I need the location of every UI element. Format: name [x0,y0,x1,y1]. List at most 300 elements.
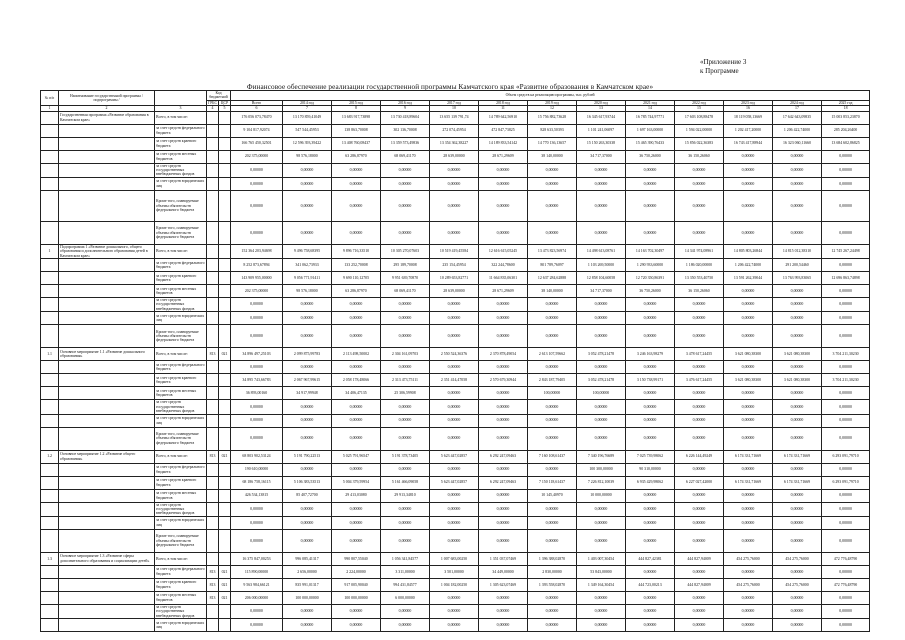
row-number [41,578,59,591]
row-name [59,163,155,177]
row-value: 6 293 091,79710 [822,476,870,489]
row-value: 6 174 331,71669 [724,476,773,489]
row-name [59,190,155,221]
row-number [41,325,59,348]
header-year: 2018 год [479,100,528,105]
row-value: 0,00000 [479,463,528,476]
row-value: 0,00000 [577,414,626,427]
row-value: 0,00000 [332,414,381,427]
table-row [41,244,870,258]
row-value: 2 113 498,50002 [332,348,381,361]
row-source: за счет средств государственных внебюджетных фондов [155,163,207,177]
row-value: 0,00000 [675,400,724,414]
row-value: 190 610,00000 [231,463,283,476]
row-value: 0,00000 [479,489,528,502]
row-value: 10 000,00000 [577,489,626,502]
row-value: 0,00000 [332,529,381,552]
row-value: 0,00000 [675,463,724,476]
row-value: 0,00000 [283,325,332,348]
row-source: за счет средств краевого бюджета [155,476,207,489]
row-value: 9 896 716,33510 [332,244,381,258]
row-value: 0,00000 [773,489,822,502]
row-value: 0,00000 [724,502,773,516]
row-value: 0,00000 [577,361,626,374]
row-value: 1 186 020,00000 [675,259,724,272]
row-name [59,361,155,374]
header-year: 2014 год [283,100,332,105]
row-name [59,285,155,298]
row-cs [219,259,231,272]
column-index: 8 [332,106,381,111]
row-value: 0,00000 [724,163,773,177]
row-grbs: 813 [207,565,219,578]
row-source: за счет средств краевого бюджета [155,578,207,591]
row-value: 36 150,26060 [675,285,724,298]
row-number [41,361,59,374]
row-value: 0,00000 [626,163,675,177]
header-volume: Объем средств на реализацию программы, тыс. рублей [231,91,870,101]
row-value: 0,00000 [822,190,870,221]
row-value: 12 696 863,74898 [822,272,870,285]
column-index: 18 [822,106,870,111]
header-grbs: ГРБС [208,100,217,105]
row-value: 0,00000 [724,529,773,552]
row-value: 0,00000 [430,177,479,190]
row-value: 0,00000 [479,400,528,414]
table-row [41,578,870,591]
row-value: 0,00000 [675,529,724,552]
row-source: Кроме того, планируемые объемы обязательств федерального бюджета [155,427,207,450]
row-value: 11 664 835,06301 [479,272,528,285]
row-value: 8 252 873,67894 [231,259,283,272]
row-value: 98 576,18000 [283,285,332,298]
row-value: 12 858 104,60058 [577,272,626,285]
row-value: 0,00000 [577,591,626,604]
row-value: 0,00000 [283,361,332,374]
row-value: 444 723,00213 [626,578,675,591]
row-value: 0,00000 [724,325,773,348]
row-value: 0,00000 [381,604,430,618]
row-value: 13 655 139 791,74 [430,111,479,124]
row-number [41,111,59,124]
row-name [59,591,155,604]
table-row [41,361,870,374]
row-value: 13 591 262,39044 [724,272,773,285]
table-row [41,400,870,414]
document-title: Финансовое обеспечение реализации государственной программы Камчатского края «Развитие образования в Камчатском крае» [246,83,654,91]
row-number [41,604,59,618]
row-value: 0,00000 [381,177,430,190]
row-value: 0,00000 [724,400,773,414]
row-value: 3 704 211,30230 [822,348,870,361]
row-source: Кроме того, планируемые объемы обязательств федерального бюджета [155,325,207,348]
header-year: 2021 год [626,100,675,105]
row-cs: 021 [219,591,231,604]
row-value: 0,00000 [822,221,870,244]
row-name [59,565,155,578]
row-cs [219,414,231,427]
row-value: 98 576,18000 [283,150,332,163]
row-value: 0,00000 [724,489,773,502]
row-value: 0,00000 [430,427,479,450]
row-value: 322 244,78600 [479,259,528,272]
table-row [41,552,870,565]
row-source: за счет средств краевого бюджета [155,137,207,150]
row-value: 6 174 331,71669 [773,450,822,463]
row-value: 14 805 803,26844 [724,244,773,258]
row-grbs [207,163,219,177]
row-number [41,618,59,631]
table-row [41,137,870,150]
row-cs [219,427,231,450]
row-value: 0,00000 [724,604,773,618]
row-value: 0,00000 [822,163,870,177]
row-name [59,137,155,150]
row-value: 0,00000 [577,163,626,177]
row-source: за счет средств местных бюджетов [155,387,207,400]
row-value: 2 224,00000 [332,565,381,578]
column-index: 10 [430,106,479,111]
row-value: 13 350 553,40750 [675,272,724,285]
row-name: Основное мероприятие 1.3 «Развитие сферы дополнительного образования и социализации детей» [59,552,155,565]
row-value: 2 067 967,99615 [283,374,332,387]
row-value: 68 069,41170 [381,150,430,163]
row-number: 1 [41,244,59,258]
row-grbs [207,374,219,387]
row-cs: 021 [219,578,231,591]
row-value: 801 789,76097 [528,259,577,272]
row-name [59,578,155,591]
row-cs [219,387,231,400]
row-value: 0,00000 [332,427,381,450]
row-value: 0,00000 [626,604,675,618]
row-value: 15 465 390,76433 [626,137,675,150]
row-value: 0,00000 [626,414,675,427]
row-value: 6 000,00000 [381,591,430,604]
row-value: 0,00000 [626,516,675,529]
row-value: 0,00000 [528,414,577,427]
row-value: 5 623 447,02857 [430,476,479,489]
row-value: 18 119 058,13669 [724,111,773,124]
row-value: 0,00000 [430,298,479,312]
row-name [59,298,155,312]
row-name [59,272,155,285]
row-value: 34 895 743,66783 [231,374,283,387]
row-value: 0,00000 [479,163,528,177]
row-value: 2 843 187,79405 [528,374,577,387]
row-cs [219,150,231,163]
table-row [41,604,870,618]
row-value: 0,00000 [381,427,430,450]
row-value: 454 275,76000 [773,578,822,591]
row-source: Всего, в том числе: [155,552,207,565]
row-value: 0,00000 [381,618,430,631]
row-value: 0,00000 [724,414,773,427]
row-value: 6 292 247,09463 [479,450,528,463]
row-name [59,259,155,272]
row-value: 3 621 080,38300 [773,348,822,361]
row-value: 0,00000 [231,414,283,427]
row-value: 1 396 388,02870 [528,552,577,565]
row-value: 0,00000 [479,312,528,325]
row-grbs [207,489,219,502]
row-value: 0,00000 [430,516,479,529]
row-value: 38 140,00000 [528,285,577,298]
row-value: 0,00000 [626,489,675,502]
row-value: 0,00000 [577,604,626,618]
row-name [59,312,155,325]
row-value: 0,00000 [675,361,724,374]
row-grbs [207,529,219,552]
row-value: 0,00000 [332,502,381,516]
row-cs [219,604,231,618]
row-value: 0,00000 [528,618,577,631]
row-value: 472 776,48790 [822,578,870,591]
row-number [41,150,59,163]
row-value: 16 375 847,00253 [231,552,283,565]
row-value: 0,00000 [724,312,773,325]
row-value: 444 827,94009 [675,552,724,565]
table-row [41,150,870,163]
row-value: 272 074,45954 [430,124,479,137]
row-value: 0,00000 [626,361,675,374]
row-cs [219,502,231,516]
row-cs [219,244,231,258]
table-row [41,111,870,124]
row-grbs [207,414,219,427]
row-source: Всего, в том числе: [155,450,207,463]
row-source: за счет средств государственных внебюджетных фондов [155,604,207,618]
row-value: 0,00000 [675,489,724,502]
row-value: 14 770 136,13657 [528,137,577,150]
row-cs [219,325,231,348]
row-value: 0,00000 [332,618,381,631]
header-source [155,91,207,106]
row-value: 0,00000 [430,463,479,476]
row-value: 28 639,00000 [430,285,479,298]
header-code: Код бюджетной [207,91,231,101]
row-value: 1 004 182,00250 [430,578,479,591]
row-value: 176 056 073,78470 [231,111,283,124]
row-value: 0,00000 [332,177,381,190]
column-index: 1 [41,106,59,111]
row-value: 0,00000 [528,502,577,516]
row-value: 0,00000 [332,221,381,244]
row-value: 0,00000 [822,516,870,529]
row-value: 0,00000 [626,502,675,516]
header-year: 2017 год [430,100,479,105]
row-value: 28 639,00000 [430,150,479,163]
column-index: 15 [675,106,724,111]
table-row [41,221,870,244]
row-value: 13 170 859,41049 [283,111,332,124]
row-value: 3 478 617,24455 [675,348,724,361]
row-value: 0,00000 [675,516,724,529]
row-value: 0,00000 [822,489,870,502]
row-number [41,285,59,298]
row-grbs [207,604,219,618]
row-source: за счет средств юридических лиц [155,618,207,631]
row-value: 16 743 417,88944 [724,137,773,150]
row-cs [219,177,231,190]
row-value: 0,00000 [430,529,479,552]
row-value: 0,00000 [283,221,332,244]
row-name [59,414,155,427]
row-grbs [207,618,219,631]
row-source: за счет средств юридических лиц [155,177,207,190]
row-value: 0,00000 [577,516,626,529]
row-source: за счет средств государственных внебюджетных фондов [155,502,207,516]
row-value: 0,00000 [528,516,577,529]
table-row [41,463,870,476]
row-value: 0,00000 [283,502,332,516]
row-value: 10 519 419,45584 [430,244,479,258]
row-value: 5 191 378,73405 [381,450,430,463]
row-name [59,618,155,631]
row-number [41,272,59,285]
row-value: 0,00000 [626,190,675,221]
row-value: 2 313 473,75111 [381,374,430,387]
row-value: 14 789 642,56910 [479,111,528,124]
row-value: 1 056 341,84577 [381,552,430,565]
row-number [41,190,59,221]
row-value: 0,00000 [528,177,577,190]
row-number [41,565,59,578]
row-source: Кроме того, планируемые объемы обязательств федерального бюджета [155,190,207,221]
row-value: 5 161 466,09058 [381,476,430,489]
row-value: 0,00000 [675,177,724,190]
row-value: 13 684 602,86825 [822,137,870,150]
row-value: 166 765 450,32501 [231,137,283,150]
row-value: 25 306,59908 [381,387,430,400]
row-value: 0,00000 [479,591,528,604]
row-value: 0,00000 [773,463,822,476]
row-value: 2 613 107,59662 [528,348,577,361]
table-row [41,489,870,502]
row-value: 0,00000 [231,298,283,312]
row-value: 13 354 362,38227 [430,137,479,150]
row-grbs [207,111,219,124]
column-index: 12 [528,106,577,111]
row-value: 0,00000 [724,565,773,578]
row-value: 1 305 623,07469 [479,578,528,591]
table-row [41,325,870,348]
row-name [59,476,155,489]
row-name [59,502,155,516]
row-value: 13 473 823,56974 [528,244,577,258]
row-value: 0,00000 [381,221,430,244]
row-value: 0,00000 [822,325,870,348]
row-value: 0,00000 [479,618,528,631]
row-value: 7 226 812,10039 [577,476,626,489]
row-value: 36 750,26000 [626,285,675,298]
row-value: 1 206 422,74000 [724,259,773,272]
row-number [41,137,59,150]
row-value: 0,00000 [822,502,870,516]
column-index: 4 [207,106,219,111]
row-value: 2 830,00000 [528,565,577,578]
row-value: 0,00000 [381,163,430,177]
row-value: 14 189 833,54142 [479,137,528,150]
row-value: 0,00000 [479,325,528,348]
row-value: 16 345 617,93744 [577,111,626,124]
row-value: 0,00000 [479,414,528,427]
row-value: 454 275,76000 [724,578,773,591]
row-value: 14 498 613,08761 [577,244,626,258]
row-name [59,221,155,244]
row-value: 0,00000 [822,463,870,476]
row-value: 0,00000 [724,387,773,400]
table-row [41,476,870,489]
row-value: 0,00000 [231,312,283,325]
row-value: 0,00000 [822,529,870,552]
row-source: за счет средств государственных внебюджетных фондов [155,400,207,414]
row-value: 2 099 875,99783 [283,348,332,361]
row-source: за счет средств федерального бюджета [155,259,207,272]
column-index: 2 [59,106,155,111]
row-cs [219,298,231,312]
row-value: 0,00000 [675,414,724,427]
column-index: 16 [724,106,773,111]
row-value: 0,00000 [381,361,430,374]
row-value: 1 290 933,60000 [626,259,675,272]
row-cs [219,552,231,565]
row-value: 0,00000 [381,502,430,516]
row-value: 34 717,37000 [577,150,626,163]
row-source: за счет средств местных бюджетов [155,285,207,298]
row-value: 0,00000 [724,361,773,374]
row-value: 0,00000 [283,618,332,631]
row-value: 100 300,00000 [577,463,626,476]
row-value: 5 623 447,02857 [430,450,479,463]
financing-table [40,90,870,632]
row-name: Основное мероприятие 1.1 «Развитие дошкольного образования» [59,348,155,361]
row-value: 0,00000 [430,387,479,400]
row-value: 0,00000 [773,427,822,450]
row-value: 0,00000 [577,529,626,552]
row-value: 0,00000 [528,312,577,325]
row-source: за счет средств государственных внебюджетных фондов [155,298,207,312]
row-value: 0,00000 [724,516,773,529]
row-grbs [207,244,219,258]
row-value: 0,00000 [231,604,283,618]
row-value: 13 763 993,83065 [773,272,822,285]
table-row [41,565,870,578]
row-source: за счет средств юридических лиц [155,414,207,427]
row-value: 10 305 270,07603 [381,244,430,258]
row-value: 0,00000 [381,312,430,325]
row-name [59,529,155,552]
row-value: 444 827,42381 [626,552,675,565]
row-value: 0,00000 [430,414,479,427]
row-value: 0,00000 [724,177,773,190]
row-value: 0,00000 [626,177,675,190]
row-value: 0,00000 [822,259,870,272]
row-value: 0,00000 [675,190,724,221]
column-index: 7 [283,106,332,111]
row-source: за счет средств юридических лиц [155,516,207,529]
row-value: 85 407,72700 [283,489,332,502]
row-value: 0,00000 [577,427,626,450]
row-value: 0,00000 [773,565,822,578]
row-value: 34 896 497,25103 [231,348,283,361]
row-value: 0,00000 [332,516,381,529]
row-source: за счет средств местных бюджетов [155,150,207,163]
table-row [41,618,870,631]
row-value: 6 227 027,42000 [675,476,724,489]
row-value: 14 163 702,30497 [626,244,675,258]
row-value: 0,00000 [675,221,724,244]
